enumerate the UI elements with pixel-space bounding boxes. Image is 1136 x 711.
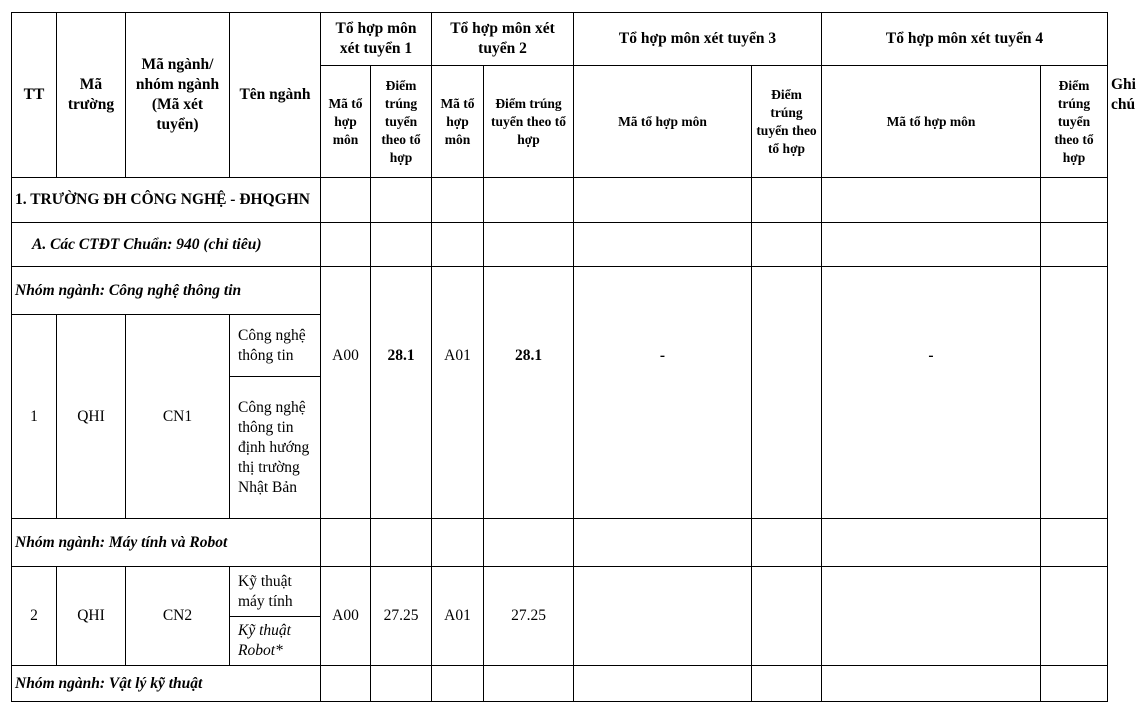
header-tt: TT <box>12 13 57 178</box>
group-row-3 <box>12 666 1108 702</box>
header-th3-code: Mã tổ hợp môn <box>574 66 752 178</box>
row2-th1-code: A00 <box>321 567 371 666</box>
header-to-hop-1: Tổ hợp môn xét tuyển 1 <box>321 13 432 66</box>
row1-th2-code: A01 <box>432 315 484 519</box>
row1-th3: - <box>574 315 752 519</box>
header-th2-code: Mã tổ hợp môn <box>432 66 484 178</box>
subsection-row <box>12 223 1108 267</box>
row2-th1-score: 27.25 <box>371 567 432 666</box>
section-row <box>12 178 1108 223</box>
header-th3-score: Điểm trúng tuyển theo tổ hợp <box>752 66 822 178</box>
header-to-hop-4: Tổ hợp môn xét tuyển 4 <box>822 13 1108 66</box>
row1-name-2: Công nghệ thông tin định hướng thị trường Nhật Bản <box>230 377 321 519</box>
group-title-1: Nhóm ngành: Công nghệ thông tin <box>12 267 321 315</box>
row1-tt: 1 <box>12 315 57 519</box>
header-ma-nganh: Mã ngành/ nhóm ngành (Mã xét tuyển) <box>126 13 230 178</box>
row1-th1-score: 28.1 <box>371 315 432 519</box>
group-title-2: Nhóm ngành: Máy tính và Robot <box>12 519 321 567</box>
row2-th2-score: 27.25 <box>484 567 574 666</box>
header-to-hop-2: Tổ hợp môn xét tuyển 2 <box>432 13 574 66</box>
group-title-3: Nhóm ngành: Vật lý kỹ thuật <box>12 666 321 702</box>
group-row-2 <box>12 519 1108 567</box>
header-th1-score: Điểm trúng tuyển theo tổ hợp <box>371 66 432 178</box>
header-row-1: TT Mã trường Mã ngành/ nhóm ngành (Mã xét tuyển) Tên ngành Tổ hợp môn xét tuyển 1 Tổ hợp môn xét tuyển 2 Tổ hợp môn xét tuyển 3 Tổ hợp môn xét tuyển 4 Ghi chú <box>12 13 1108 66</box>
row2-tt: 2 <box>12 567 57 666</box>
row2-name-1: Kỹ thuật máy tính <box>230 567 321 617</box>
section-title: 1. TRƯỜNG ĐH CÔNG NGHỆ - ĐHQGHN <box>12 178 321 223</box>
table-row <box>12 567 1108 617</box>
row1-th1-code: A00 <box>321 315 371 519</box>
row1-name-1: Công nghệ thông tin <box>230 315 321 377</box>
row1-ma-nganh: CN1 <box>126 315 230 519</box>
row1-th4: - <box>822 315 1041 519</box>
header-th1-code: Mã tổ hợp môn <box>321 66 371 178</box>
table-row <box>12 315 1108 377</box>
row2-ma-truong: QHI <box>57 567 126 666</box>
header-to-hop-3: Tổ hợp môn xét tuyển 3 <box>574 13 822 66</box>
row2-ma-nganh: CN2 <box>126 567 230 666</box>
admission-score-table <box>11 12 1136 702</box>
admission-table-wrapper <box>11 12 1136 702</box>
group-row-1 <box>12 267 1108 315</box>
row1-th2-score: 28.1 <box>484 315 574 519</box>
header-th2-score: Điểm trúng tuyển theo tổ hợp <box>484 66 574 178</box>
header-th4-score: Điểm trúng tuyển theo tổ hợp <box>1041 66 1108 178</box>
subsection-title: A. Các CTĐT Chuẩn: 940 (chỉ tiêu) <box>12 223 321 267</box>
header-ten-nganh: Tên ngành <box>230 13 321 178</box>
row2-th2-code: A01 <box>432 567 484 666</box>
row1-ma-truong: QHI <box>57 315 126 519</box>
header-ma-truong: Mã trường <box>57 13 126 178</box>
header-th4-code: Mã tổ hợp môn <box>822 66 1041 178</box>
row2-name-2: Kỹ thuật Robot* <box>230 617 321 666</box>
